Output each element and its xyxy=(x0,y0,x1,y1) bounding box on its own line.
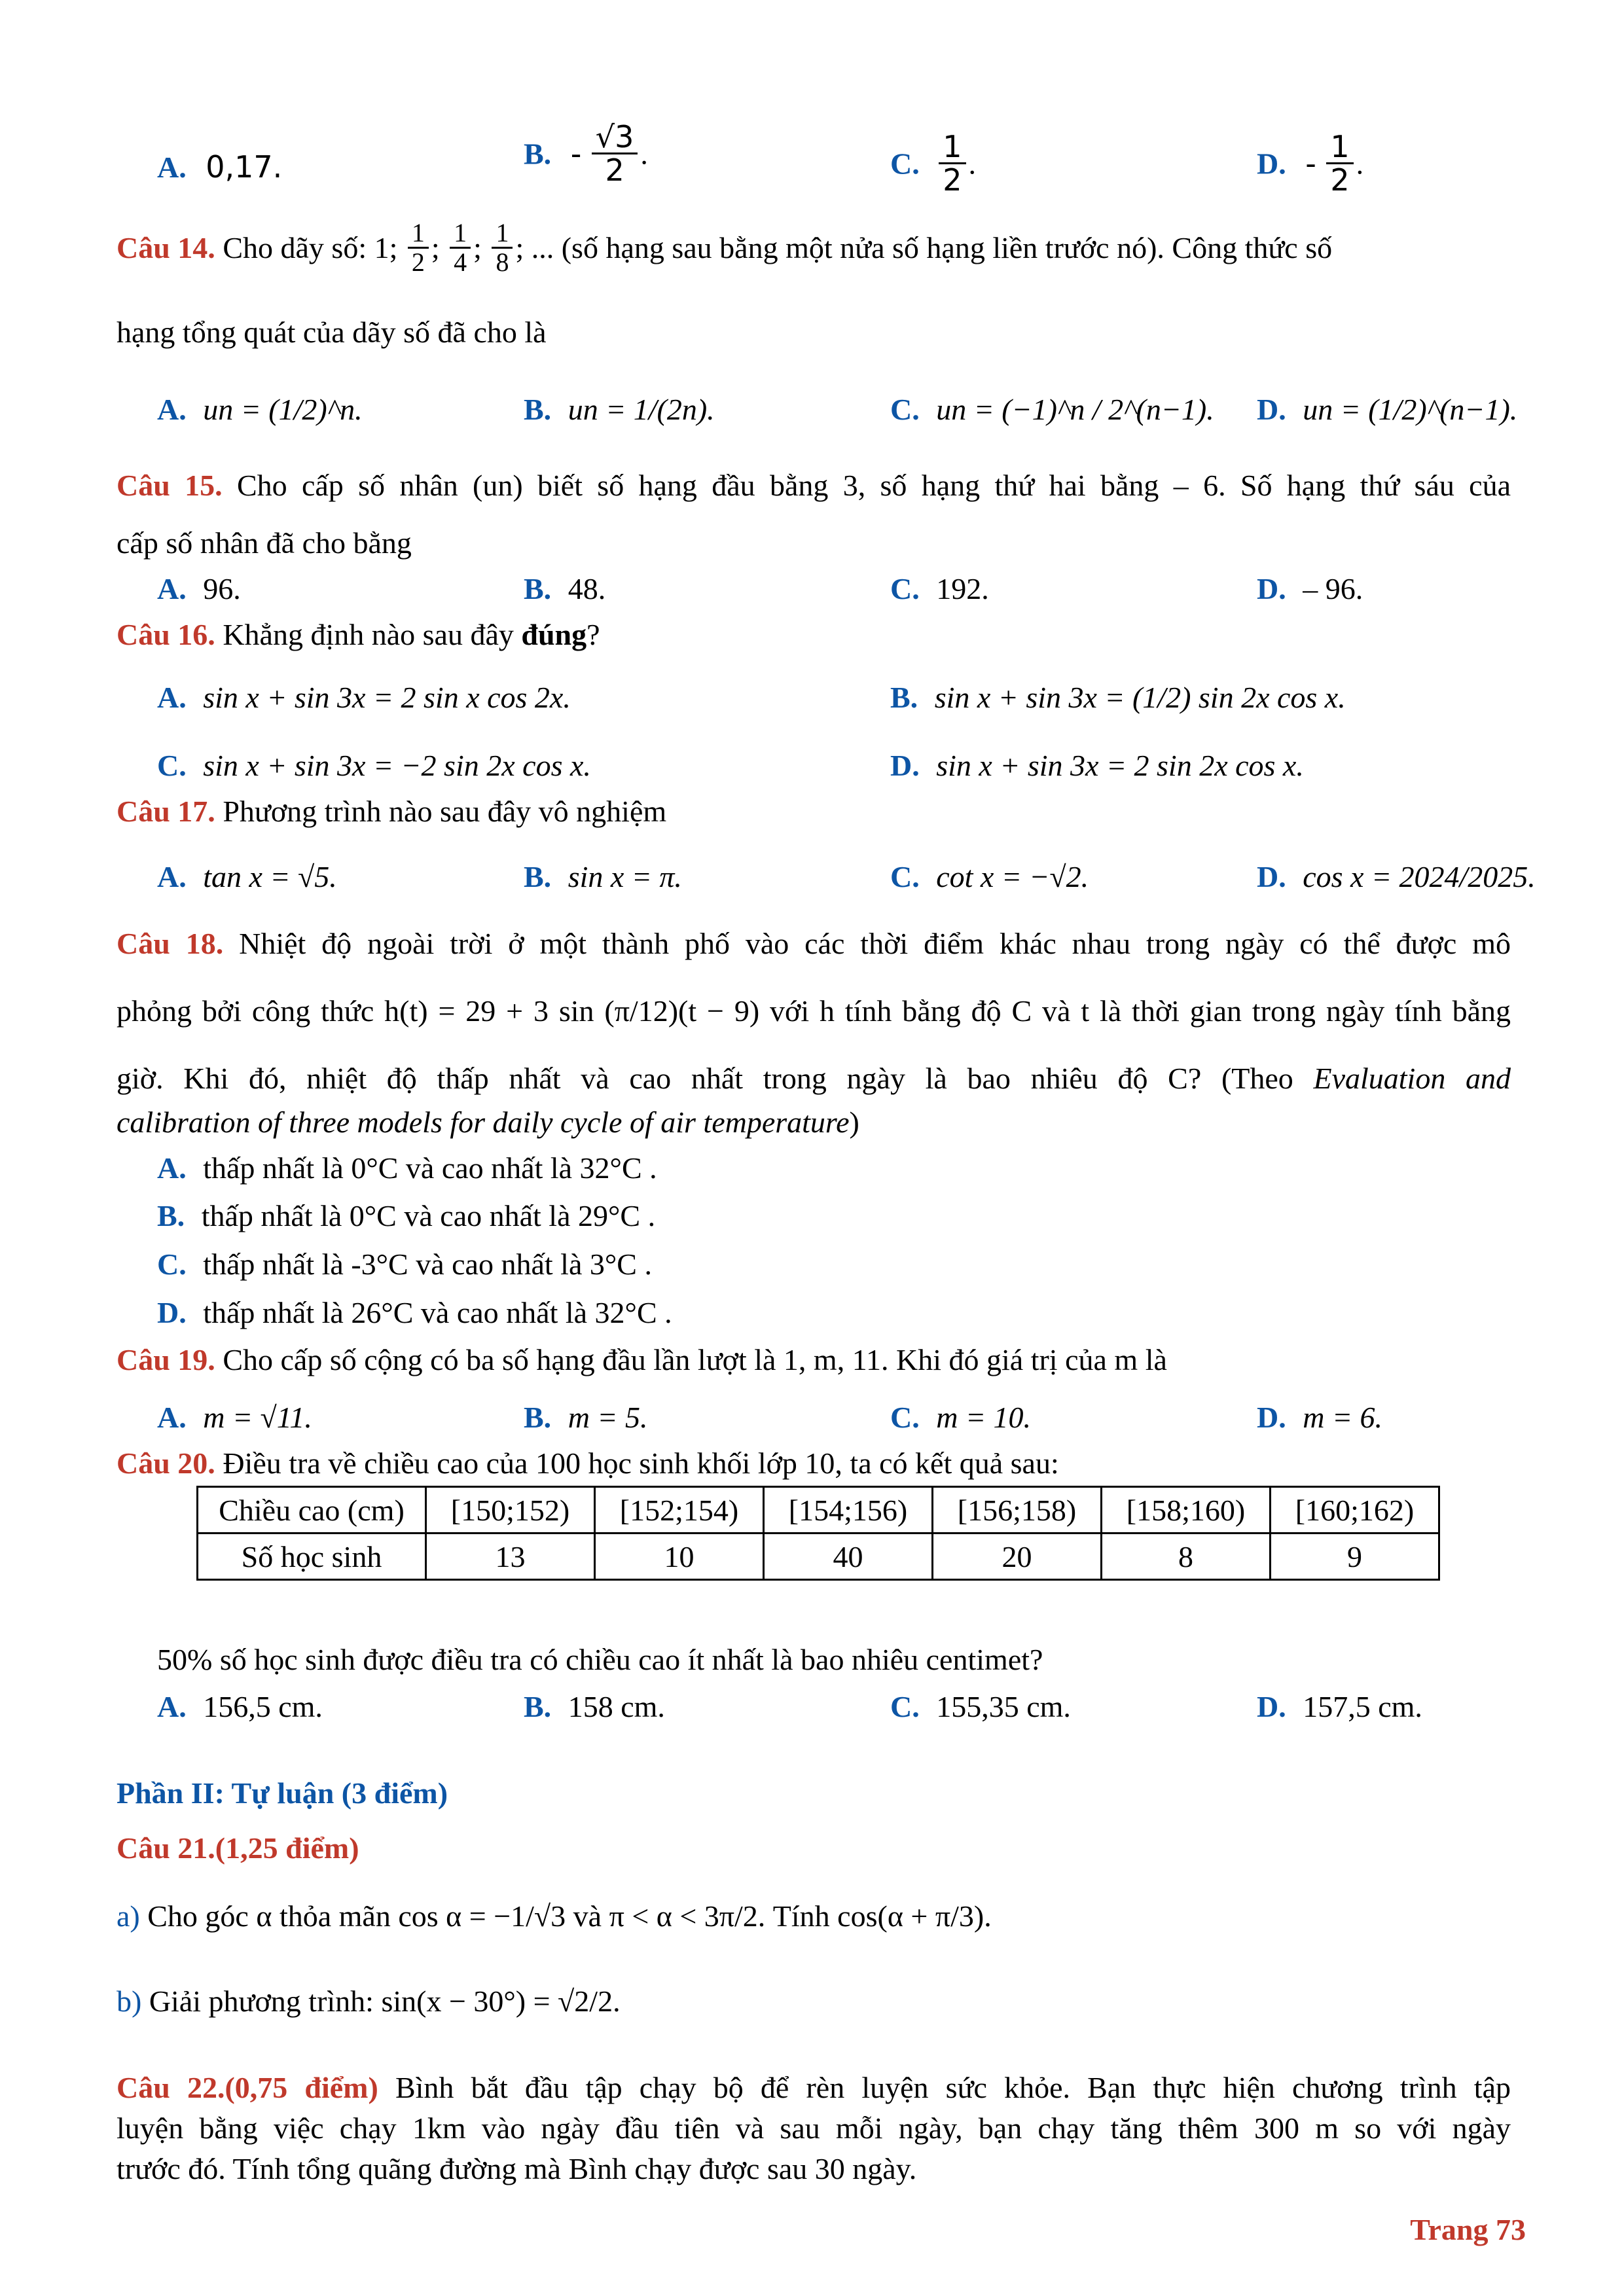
q20-question: Câu 20. Điều tra về chiều cao của 100 học sinh khối lớp 10, ta có kết quả sau: xyxy=(117,1446,1059,1480)
q14-option-d: D. un = (1/2)^(n−1). xyxy=(1257,393,1518,426)
q19-option-c: C. m = 10. xyxy=(890,1401,1031,1434)
q13-d-fraction: $\frac{1}{2}$ xyxy=(1326,131,1353,196)
q14-option-a: A. un = (1/2)^n. xyxy=(157,393,363,426)
table-cell: [158;160) xyxy=(1102,1487,1271,1534)
q17-question: Câu 17. Phương trình nào sau đây vô nghiệm xyxy=(117,795,667,828)
table-cell: 10 xyxy=(595,1534,764,1580)
table-cell: [160;162) xyxy=(1271,1487,1439,1534)
q14-line-2: hạng tổng quát của dãy số đã cho là xyxy=(117,315,547,349)
q13-option-b: B. - $\frac{√3}{2}$ . xyxy=(524,119,648,188)
q18-line-3: giờ. Khi đó, nhiệt độ thấp nhất và cao nhất trong ngày là bao nhiêu độ C? (Theo Evaluation and xyxy=(117,1062,1511,1095)
table-row xyxy=(198,1534,1439,1580)
q21-part-a: a) Cho góc α thỏa mãn cos α = −1/√3 và π < α < 3π/2. Tính cos(α + π/3). xyxy=(117,1899,992,1933)
q13-option-d: D. - $\frac{1}{2}$ . xyxy=(1257,129,1364,198)
table-cell: 20 xyxy=(933,1534,1102,1580)
q16-option-b: B. sin x + sin 3x = (1/2) sin 2x cos x. xyxy=(890,681,1346,714)
q17-option-d: D. cos x = 2024/2025. xyxy=(1257,860,1536,893)
q16-option-d: D. sin x + sin 3x = 2 sin 2x cos x. xyxy=(890,749,1304,782)
q21-part-b: b) Giải phương trình: sin(x − 30°) = √2/2. xyxy=(117,1984,621,2018)
q16-option-c: C. sin x + sin 3x = −2 sin 2x cos x. xyxy=(157,749,591,782)
q18-option-a: A. thấp nhất là 0°C và cao nhất là 32°C . xyxy=(157,1151,657,1185)
q15-line-1: Câu 15. Cho cấp số nhân (un) biết số hạng đầu bằng 3, số hạng thứ hai bằng – 6. Số hạng thứ sáu của xyxy=(117,469,1511,502)
q18-line-4: calibration of three models for daily cycle of air temperature) xyxy=(117,1105,859,1139)
q14-option-b: B. un = 1/(2n). xyxy=(524,393,715,426)
q15-option-c: C. 192. xyxy=(890,572,989,605)
q15-line-2: cấp số nhân đã cho bằng xyxy=(117,526,412,560)
table-cell: [150;152) xyxy=(426,1487,595,1534)
q14-line-1: Câu 14. Cho dãy số: 1; $\frac{1}{2}$ ; $\frac{1}{4}$ ; $\frac{1}{8}$ ; ... (số hạng sau bằng một nửa số hạng liền trước nó). Công thức số xyxy=(117,218,1333,277)
q18-option-c: C. thấp nhất là -3°C và cao nhất là 3°C . xyxy=(157,1247,652,1281)
q13-option-a: A. 0,17. xyxy=(157,149,283,185)
q19-question: Câu 19. Cho cấp số cộng có ba số hạng đầu lần lượt là 1, m, 11. Khi đó giá trị của m là xyxy=(117,1343,1167,1376)
q20-option-b: B. 158 cm. xyxy=(524,1690,665,1723)
q16-option-a: A. sin x + sin 3x = 2 sin x cos 2x. xyxy=(157,681,571,714)
q13-b-fraction: $\frac{√3}{2}$ xyxy=(592,121,638,187)
table-cell: 13 xyxy=(426,1534,595,1580)
q20-option-a: A. 156,5 cm. xyxy=(157,1690,323,1723)
table-cell: Số học sinh xyxy=(198,1534,426,1580)
q20-option-d: D. 157,5 cm. xyxy=(1257,1690,1422,1723)
table-cell: Chiều cao (cm) xyxy=(198,1487,426,1534)
q17-option-c: C. cot x = −√2. xyxy=(890,860,1089,893)
q17-option-b: B. sin x = π. xyxy=(524,860,682,893)
page-number: Trang 73 xyxy=(1410,2213,1526,2246)
q15-option-d: D. – 96. xyxy=(1257,572,1363,605)
q15-option-a: A. 96. xyxy=(157,572,241,605)
q13-c-fraction: $\frac{1}{2}$ xyxy=(939,131,965,196)
table-cell: [154;156) xyxy=(764,1487,933,1534)
q16-question: Câu 16. Khẳng định nào sau đây đúng? xyxy=(117,618,600,651)
q18-option-b: B. thấp nhất là 0°C và cao nhất là 29°C . xyxy=(157,1199,656,1232)
table-cell: 40 xyxy=(764,1534,933,1580)
q19-option-d: D. m = 6. xyxy=(1257,1401,1382,1434)
table-cell: 8 xyxy=(1102,1534,1271,1580)
table-cell: 9 xyxy=(1271,1534,1439,1580)
q14-fraction-3: $\frac{1}{8}$ xyxy=(492,219,513,276)
q19-option-a: A. m = √11. xyxy=(157,1401,312,1434)
height-table xyxy=(196,1486,1440,1581)
q14-fraction-1: $\frac{1}{2}$ xyxy=(408,219,429,276)
q18-option-d: D. thấp nhất là 26°C và cao nhất là 32°C . xyxy=(157,1296,672,1329)
q17-option-a: A. tan x = √5. xyxy=(157,860,337,893)
part-2-heading: Phần II: Tự luận (3 điểm) xyxy=(117,1776,448,1810)
q18-line-2: phỏng bởi công thức h(t) = 29 + 3 sin (π/12)(t − 9) với h tính bằng độ C và t là thời gian trong ngày tính bằng xyxy=(117,994,1511,1028)
q22-line-1: Câu 22.(0,75 điểm) Bình bắt đầu tập chạy bộ để rèn luyện sức khỏe. Bạn thực hiện chương trình tập xyxy=(117,2071,1511,2104)
q13-option-c: C. $\frac{1}{2}$ . xyxy=(890,129,977,198)
table-header-row xyxy=(198,1487,1439,1534)
q20-option-c: C. 155,35 cm. xyxy=(890,1690,1071,1723)
q14-option-c: C. un = (−1)^n / 2^(n−1). xyxy=(890,393,1214,426)
q14-fraction-2: $\frac{1}{4}$ xyxy=(450,219,471,276)
table-cell: [156;158) xyxy=(933,1487,1102,1534)
table-cell: [152;154) xyxy=(595,1487,764,1534)
q21-heading: Câu 21.(1,25 điểm) xyxy=(117,1831,359,1865)
q15-option-b: B. 48. xyxy=(524,572,606,605)
q20-sub-question: 50% số học sinh được điều tra có chiều cao ít nhất là bao nhiêu centimet? xyxy=(157,1643,1043,1676)
q18-line-1: Câu 18. Nhiệt độ ngoài trời ở một thành phố vào các thời điểm khác nhau trong ngày có thể được mô xyxy=(117,927,1511,960)
q19-option-b: B. m = 5. xyxy=(524,1401,648,1434)
q22-line-2: luyện bằng việc chạy 1km vào ngày đầu tiên và sau mỗi ngày, bạn chạy tăng thêm 300 m so với ngày xyxy=(117,2111,1511,2145)
q22-line-3: trước đó. Tính tổng quãng đường mà Bình chạy được sau 30 ngày. xyxy=(117,2152,917,2185)
